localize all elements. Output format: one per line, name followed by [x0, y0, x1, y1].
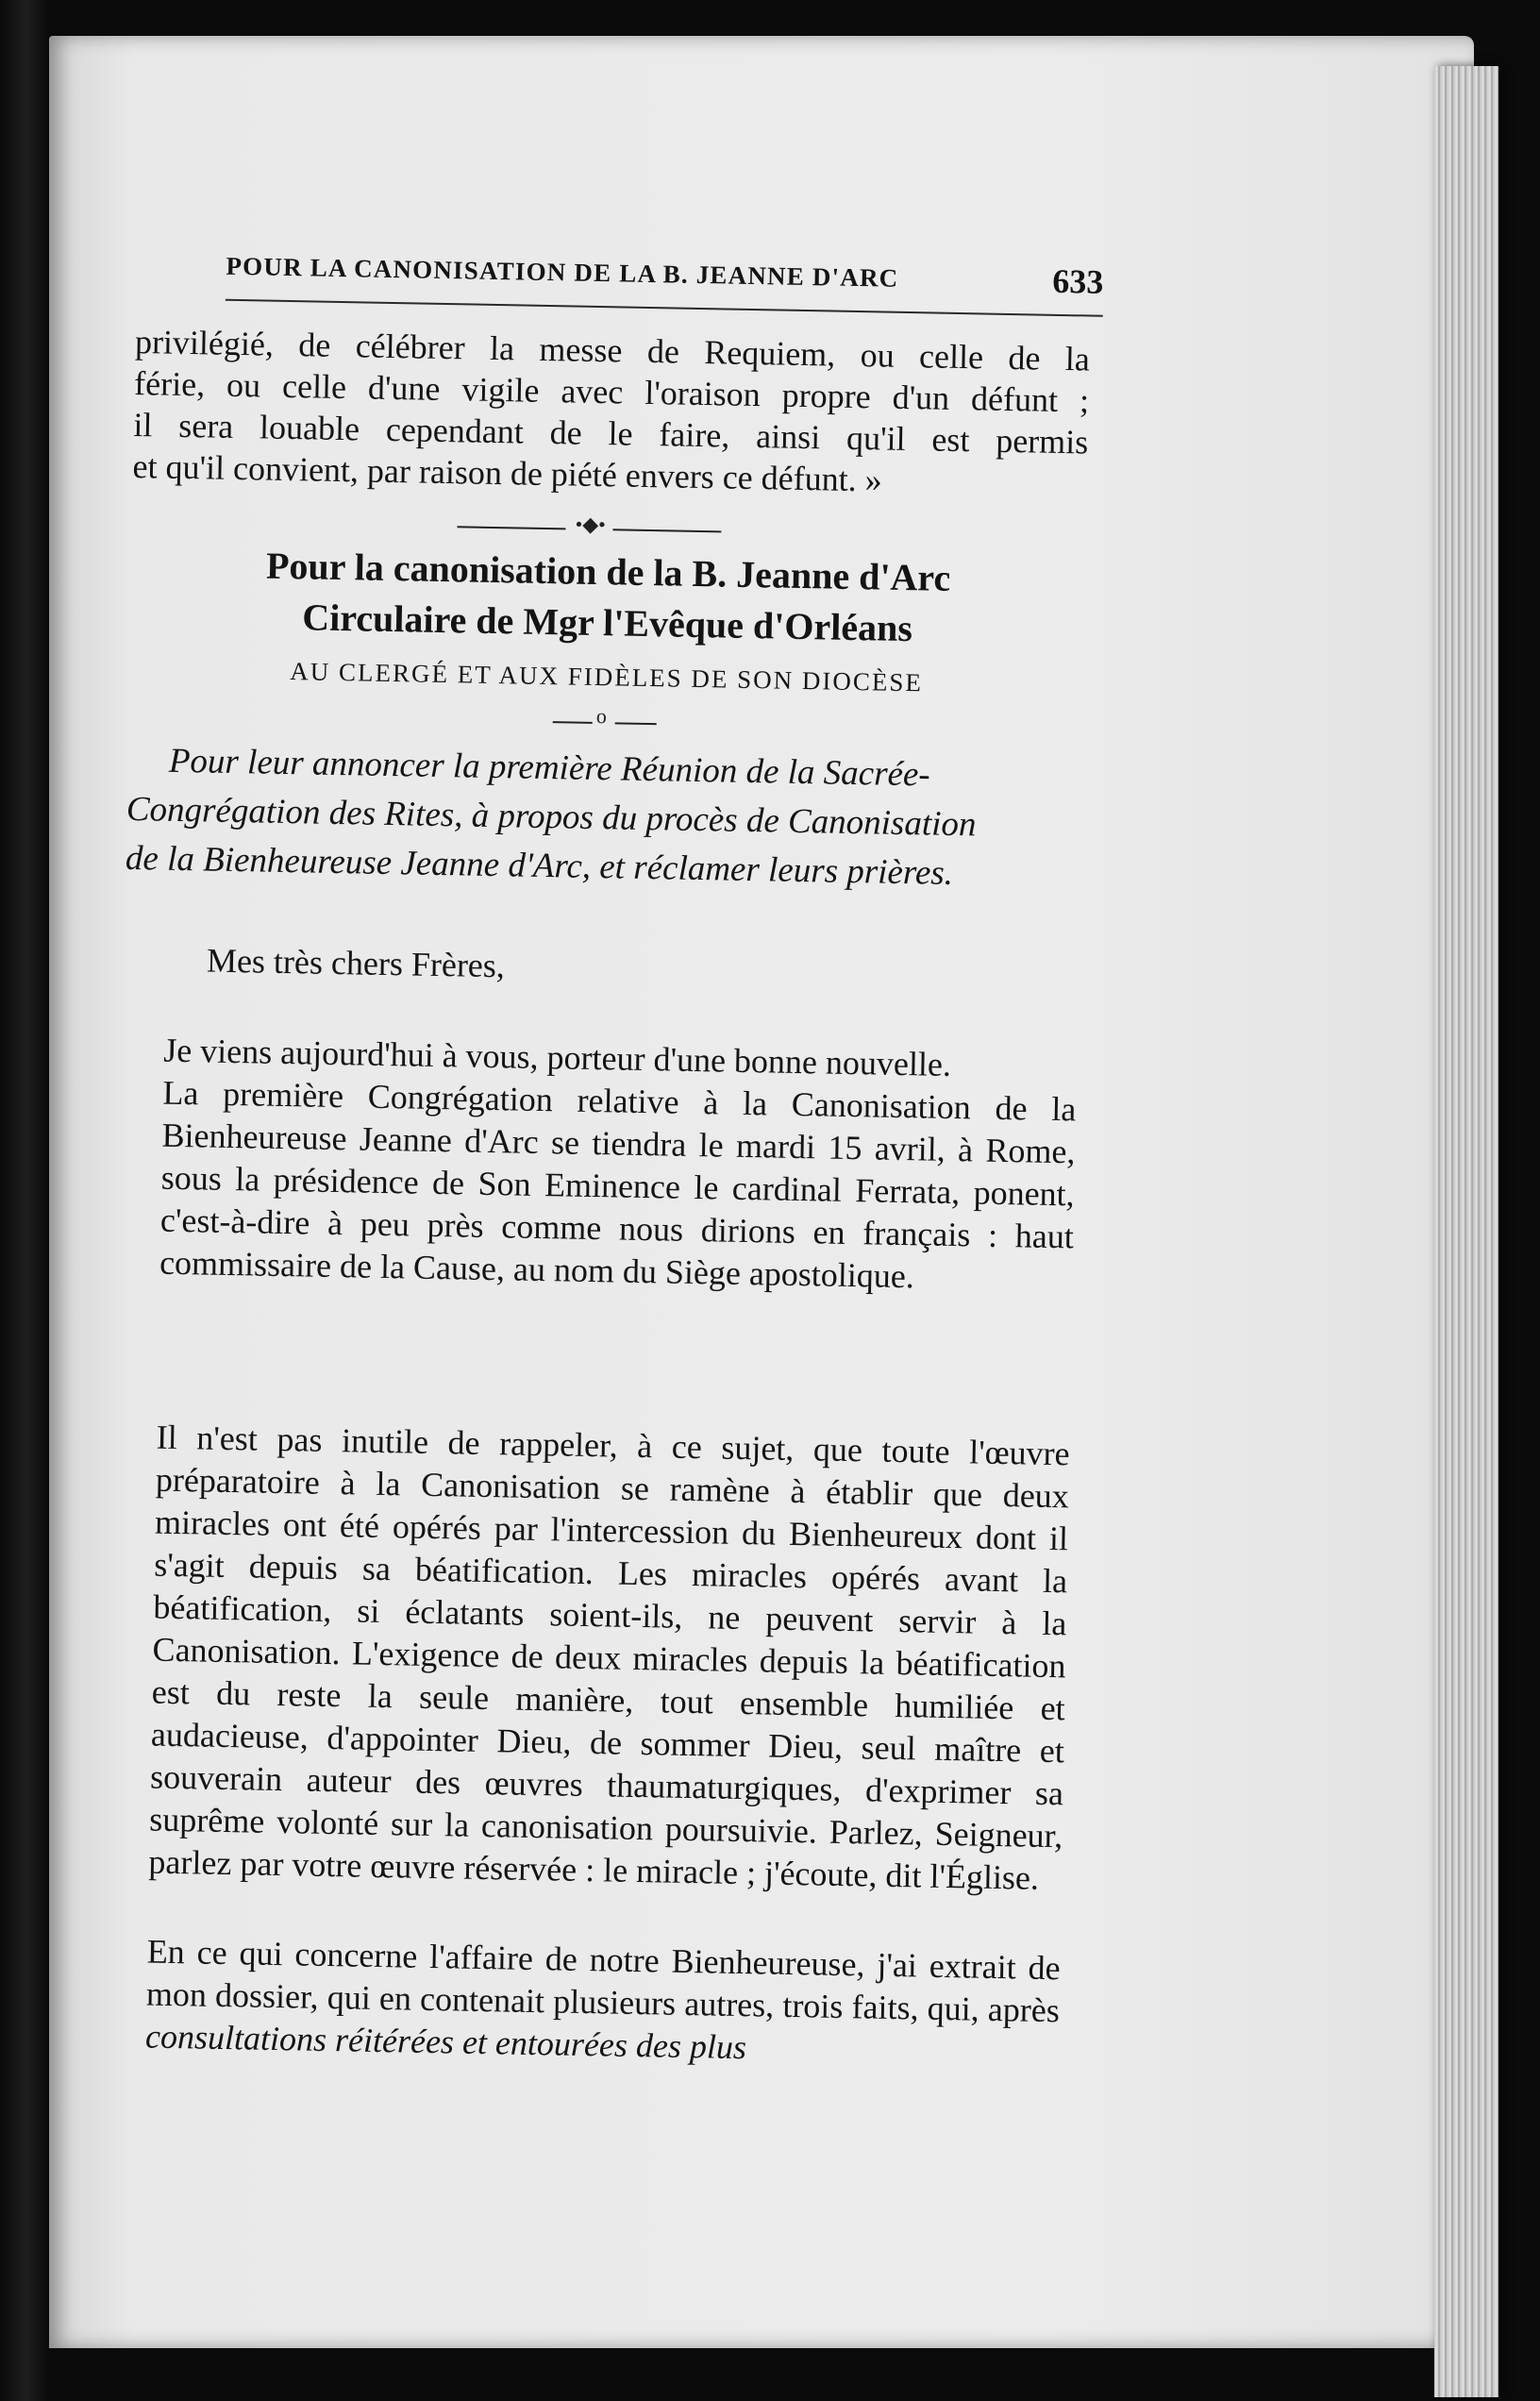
paragraph-2-text: La première Congrégation relative à la Canonisation de la Bienheureuse Jeanne d'Arc se tiendra le mardi 15 avril, à Rome, sous la présidence de Son Eminence le cardinal Ferrata, ponent, c'est-à-dire à peu près comme nous dirions en français : haut commissaire de la Cause, au nom du Siège apostolique.: [159, 1073, 1077, 1296]
circular-intro: [126, 736, 1083, 901]
ornament-line-left: [457, 526, 565, 529]
separator-glyph: o: [595, 704, 608, 729]
small-separator: [553, 704, 657, 733]
separator-line-right: [615, 722, 657, 725]
separator-line-left: [553, 721, 593, 724]
section-title: Pour la canonisation de la B. Jeanne d'Arc: [265, 544, 951, 599]
salutation: Mes très chers Frères,: [206, 941, 506, 985]
running-head-title: POUR LA CANONISATION DE LA B. JEANNE D'ARC: [226, 251, 899, 293]
paragraph-1-text: Je viens aujourd'hui à vous, porteur d'une bonne nouvelle.: [162, 1031, 952, 1083]
intro-line-3: de la Bienheureuse Jeanne d'Arc, et réclamer leurs prières.: [125, 838, 954, 893]
paragraph-3-text: Il n'est pas inutile de rappeler, à ce sujet, que toute l'œuvre préparatoire à la Canonisation se ramène à établir que deux miracles ont été opérés par l'intercession du Bienheureux dont il s'agit depuis sa béatification. Les miracles opérés avant la béatification, si éclatants soient-ils, ne peuvent servir à la Canonisation. L'exigence de deux miracles depuis la béatification est du reste la seule manière, tout ensemble humiliée et audacieuse, d'appointer Dieu, de sommer Dieu, seul maître et souverain auteur des œuvres thaumaturgiques, d'exprimer sa suprême volonté sur la canonisation poursuivie. Parlez, Seigneur, parlez par votre œuvre réservée : le miracle ; j'écoute, dit l'Église.: [148, 1418, 1070, 1897]
continuation-line-3: il sera louable cependant de le faire, ainsi qu'il est permis: [133, 405, 1089, 462]
continuation-paragraph: [132, 321, 1090, 505]
paragraph-4-text: [104, 1930, 1061, 2075]
intro-line-2: Congrégation des Rites, à propos du procès de Canonisation: [126, 789, 977, 845]
ornament-line-right: [612, 529, 721, 532]
continuation-line-4: et qu'il convient, par raison de piété envers ce défunt. »: [132, 446, 883, 499]
section-subtitle: Circulaire de Mgr l'Evêque d'Orléans: [301, 596, 913, 650]
section-addressees: AU CLERGÉ ET AUX FIDÈLES DE SON DIOCÈSE: [290, 657, 924, 697]
ornamental-rule: [457, 512, 721, 541]
page-number: 633: [1052, 261, 1104, 301]
continuation-line-2: férie, ou celle d'une vigile avec l'oraison propre d'un défunt ;: [133, 363, 1090, 420]
paragraph-4-roman: En ce qui concerne l'affaire de notre Bienheureuse, j'ai extrait de mon dossier, qui en contenait plusieurs autres, trois faits, qui, après: [145, 1932, 1061, 2030]
continuation-line-1: privilégié, de célébrer la messe de Requiem, ou celle de la: [134, 322, 1091, 378]
paragraph-4: [104, 1930, 1061, 2075]
fleuron-icon: •◆•: [575, 512, 607, 537]
book-gutter-shadow: [0, 0, 47, 2401]
intro-line-1: Pour leur annoncer la première Réunion de la Sacrée-: [168, 741, 931, 795]
page-text-block: [99, 241, 1104, 2315]
paragraph-2: [118, 1071, 1077, 1301]
paragraph-3: [107, 1416, 1070, 1900]
paragraph-4-italic: consultations réitérées et entourées des plus: [144, 2017, 747, 2067]
page-stack-edges: [1434, 66, 1498, 2397]
